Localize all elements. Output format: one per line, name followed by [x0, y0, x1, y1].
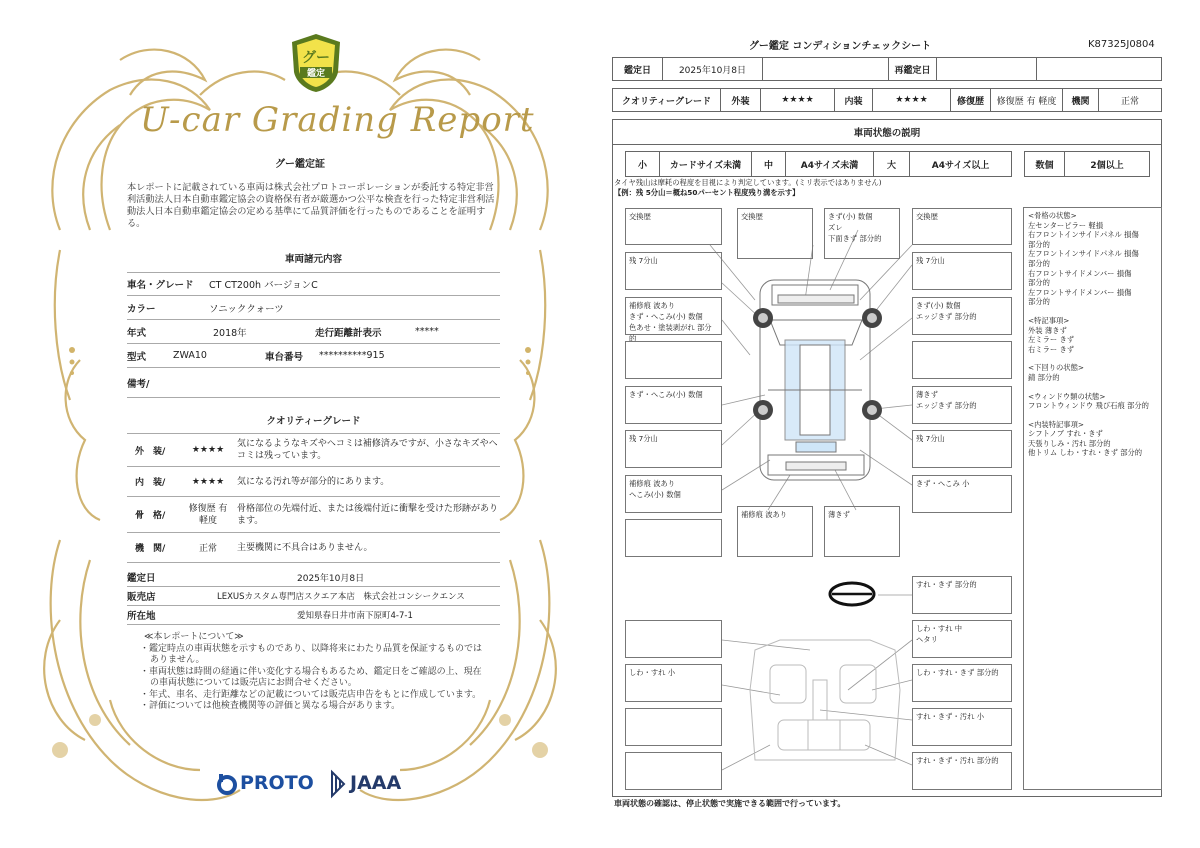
date-value: 2025年10月8日: [663, 58, 763, 80]
quality-label: 機 関/: [135, 544, 166, 554]
quality-heading: クオリティーグレード: [266, 416, 361, 427]
quality-label: 外 装/: [135, 446, 166, 457]
details-line: 左フロントサイドメンバー 損傷: [1028, 287, 1132, 297]
condition-check-sheet: [600, 0, 1200, 848]
certificate-subtitle: グー鑑定証: [275, 159, 325, 170]
spec-mileage-label: 走行距離計表示: [315, 327, 382, 339]
details-head: <内装特記事項>: [1028, 419, 1085, 429]
notes-heading: ≪本レポートについて≫: [144, 632, 244, 642]
note-box-front-right: 交換歴: [912, 208, 1012, 245]
size-small-desc: カードサイズ未満: [660, 152, 752, 176]
details-line: 部分的: [1028, 278, 1050, 288]
details-line: 右フロントサイドメンバー 損傷: [1028, 268, 1132, 278]
quality-grade: 正常: [198, 544, 217, 554]
info-date-value: 2025年10月8日: [297, 573, 365, 584]
details-line: 右ミラー きず: [1028, 344, 1075, 354]
info-shop-value: LEXUSカスタム専門店スクエア本店 株式会社コンシークエンス: [217, 592, 465, 602]
tire-note-line: タイヤ残山は摩耗の程度を目視により判定しています。(ミリ表示ではありません): [614, 178, 882, 187]
quality-row-interior: [127, 467, 500, 497]
quality-grade-row: [612, 88, 1162, 112]
spec-name-label: 車名・グレード: [127, 280, 194, 291]
note-box-floor: [625, 752, 722, 790]
note-box-hood: きず(小) 数個 ズレ 下面きず 部分的: [824, 208, 900, 259]
condition-details: [1023, 207, 1162, 790]
note-box-passenger-seat: しわ・すれ 小: [625, 664, 722, 702]
note-box-tire-fl: 残 7分山: [625, 252, 722, 290]
info-row-date: [127, 568, 500, 587]
info-shop-label: 販売店: [127, 592, 156, 603]
exterior-value: ★★★★: [761, 89, 835, 111]
spec-year-label: 年式: [127, 327, 147, 339]
date-blank: [763, 58, 889, 80]
repair-label: 修復歴: [951, 89, 991, 111]
certificate-intro: 本レポートに記載されている車両は株式会社プロトコーポレーションが委託する特定非営利活動法人日本自動車鑑定協会の資格保有者が厳選かつ公平な検査を行った特定非営利活動法人日本自動車鑑定協会の定める基準にて品質評価を行ったものであることを証明する。: [127, 182, 495, 229]
proto-brand: PROTO: [240, 772, 314, 794]
note-box-front-door-right: [912, 341, 1012, 379]
quality-row-exterior: [127, 433, 500, 467]
spec-color-label: カラー: [127, 303, 156, 315]
spec-name-value: CT CT200h バージョンC: [209, 280, 318, 291]
appraisal-date-row: [612, 57, 1162, 81]
details-line: 錆 部分的: [1028, 372, 1060, 382]
details-line: 左ミラー きず: [1028, 335, 1075, 345]
note-box-rear-trim: すれ・きず・汚れ 部分的: [912, 752, 1012, 790]
note-box-rear-door-right: 薄きず エッジきず 部分的: [912, 386, 1012, 424]
reappraisal-label: 再鑑定日: [889, 58, 937, 80]
note-item: ・年式、車名、走行距離などの記載については販売店申告をもとに作成しています。: [140, 689, 482, 700]
interior-value: ★★★★: [873, 89, 951, 111]
spec-model-value: ZWA10: [173, 350, 207, 361]
details-line: 部分的: [1028, 258, 1050, 268]
info-row-shop: [127, 587, 500, 606]
note-box-rear-seat: すれ・きず・汚れ 小: [912, 708, 1012, 746]
info-date-label: 鑑定日: [127, 573, 156, 584]
note-box-console: [625, 708, 722, 746]
info-row-address: [127, 606, 500, 625]
size-small-label: 小: [626, 152, 660, 176]
quality-row-engine: [127, 533, 500, 563]
details-line: フロントウィンドウ 飛び石痕 部分的: [1028, 401, 1149, 411]
note-box-quarter-left: 補修痕 波あり へこみ(小) 数個: [625, 475, 722, 513]
size-mid-label: 中: [752, 152, 786, 176]
note-box-rear-door-left: きず・へこみ(小) 数個: [625, 386, 722, 424]
quality-grade: ★★★★: [191, 476, 225, 487]
spec-row-model: [127, 344, 500, 368]
badge-text: グー: [302, 50, 330, 66]
spec-chassis-value: **********915: [319, 350, 385, 361]
details-line: 左フロントインサイドパネル 損傷: [1028, 249, 1139, 259]
size-legend-row: [625, 151, 1012, 177]
details-line: シフトノブ すれ・きず: [1028, 429, 1103, 439]
note-box-steering: すれ・きず 部分的: [912, 576, 1012, 614]
note-box-tire-rr: 残 7分山: [912, 430, 1012, 468]
date-label: 鑑定日: [613, 58, 663, 80]
spec-row-color: [127, 296, 500, 320]
spec-year-value: 2018年: [213, 327, 247, 339]
note-box-front: 交換歴: [737, 208, 813, 259]
tire-note: [614, 178, 882, 198]
quality-desc: 気になる汚れ等が部分的にあります。: [237, 476, 390, 487]
spec-remarks-label: 備考/: [127, 378, 150, 390]
details-line: 天張りしみ・汚れ 部分的: [1028, 438, 1111, 448]
note-box-rear-left: [625, 519, 722, 557]
sheet-footer: 車両状態の確認は、停止状態で実施できる範囲で行っています。: [614, 799, 846, 808]
details-line: 右フロントインサイドパネル 損傷: [1028, 230, 1139, 240]
repair-value: 修復歴 有 軽度: [991, 89, 1063, 111]
spec-heading: 車両諸元内容: [284, 254, 342, 265]
details-head: <下回りの状態>: [1028, 363, 1085, 373]
reappraisal-value: [937, 58, 1037, 80]
note-item: ・評価については他検査機関等の評価と異なる場合があります。: [140, 701, 401, 711]
details-head: <特記事項>: [1028, 315, 1070, 325]
spec-mileage-value: *****: [415, 326, 439, 337]
spec-model-label: 型式: [127, 351, 147, 363]
details-frame-block: [1028, 211, 1157, 307]
count-desc: 2個以上: [1090, 160, 1124, 171]
details-line: 左センターピラー 軽損: [1028, 220, 1103, 230]
exterior-label: 外装: [721, 89, 761, 111]
spec-row-name: [127, 272, 500, 296]
interior-label: 内装: [835, 89, 873, 111]
jaaa-logo-icon: [328, 770, 348, 798]
details-head: <ウィンドウ類の状態>: [1028, 391, 1106, 401]
note-box-rear-bumper: 薄きず: [824, 506, 900, 557]
sheet-code: K87325J0804: [1088, 39, 1155, 50]
note-box-door-trim: しわ・すれ・きず 部分的: [912, 664, 1012, 702]
tire-note-example: 【例：残 5分山＝概ね50パーセント程度残り溝を示す】: [614, 188, 800, 197]
info-addr-value: 愛知県春日井市南下原町4-7-1: [297, 611, 413, 621]
note-item: ・車両状態は時間の経過に伴い変化する場合もあるため、鑑定日をご確認の上、現在の車両状態については販売店にお問合せください。: [140, 666, 482, 688]
note-box-quarter-right: きず・へこみ 小: [912, 475, 1012, 513]
details-line: 部分的: [1028, 297, 1050, 307]
note-box-fender-right: きず(小) 数個 エッジきず 部分的: [912, 297, 1012, 335]
details-interior-block: [1028, 420, 1157, 458]
quality-grade: ★★★★: [191, 445, 225, 455]
note-box-front-left: 交換歴: [625, 208, 722, 245]
sheet-title: グー鑑定 コンディションチェックシート: [748, 41, 932, 52]
quality-label: 骨 格/: [135, 511, 166, 521]
note-item: ・鑑定時点の車両状態を示すものであり、以降将来にわたり品質を保証するものではありません。: [140, 643, 483, 665]
note-box-front-door-left: [625, 341, 722, 379]
count-legend-row: [1024, 151, 1150, 177]
details-head: <骨格の状態>: [1028, 211, 1077, 220]
quality-row-frame: [127, 497, 500, 533]
engine-value: 正常: [1120, 96, 1139, 107]
note-box-trunk: 補修痕 波あり: [737, 506, 813, 557]
note-box-fender-left: 補修痕 波あり きず・へこみ(小) 数個 色あせ・塗装剥がれ 部分的: [625, 297, 722, 335]
count-label: 数個: [1025, 152, 1065, 176]
goo-appraisal-badge-icon: [288, 32, 344, 94]
spec-row-remarks: [127, 368, 500, 398]
note-box-tire-rl: 残 7分山: [625, 430, 722, 468]
engine-label: 機関: [1063, 89, 1099, 111]
details-underbody-block: [1028, 363, 1157, 382]
quality-desc: 主要機関に不具合はありません。: [237, 542, 373, 553]
quality-grade-label: クオリティーグレード: [613, 89, 721, 111]
quality-desc: 気になるようなキズやヘコミは補修済みですが、小さなキズやヘコミは残っています。: [237, 439, 498, 461]
spec-chassis-label: 車台番号: [265, 351, 304, 363]
jaaa-brand: JAAA: [350, 772, 402, 794]
note-box-tire-fr: 残 7分山: [912, 252, 1012, 290]
proto-logo-icon: [216, 772, 238, 798]
certificate-title: U-car Grading Report: [140, 100, 535, 140]
size-mid-desc: A4サイズ未満: [786, 152, 874, 176]
details-line: 部分的: [1028, 239, 1050, 249]
badge-sub-text: 鑑定: [306, 69, 326, 79]
quality-desc: 骨格部位の先端付近、または後端付近に衝撃を受けた形跡があります。: [237, 503, 499, 526]
info-addr-label: 所在地: [127, 611, 156, 622]
spec-row-year: [127, 320, 500, 344]
note-box-driver-seat: しわ・すれ 中 ヘタリ: [912, 620, 1012, 658]
details-line: 外装 薄きず: [1028, 325, 1067, 335]
quality-label: 内 装/: [135, 478, 166, 488]
note-box-dash: [625, 620, 722, 658]
details-line: 他トリム しわ・すれ・きず 部分的: [1028, 448, 1143, 458]
reappraisal-blank: [1037, 58, 1161, 80]
details-window-block: [1028, 392, 1157, 411]
spec-color-value: ソニッククォーツ: [209, 303, 284, 315]
condition-heading: 車両状態の説明: [613, 120, 1161, 145]
size-large-label: 大: [874, 152, 910, 176]
size-large-desc: A4サイズ以上: [931, 160, 990, 171]
details-special-block: [1028, 316, 1157, 354]
quality-grade: 修復歴 有 軽度: [188, 503, 228, 526]
report-notes: [140, 632, 490, 713]
